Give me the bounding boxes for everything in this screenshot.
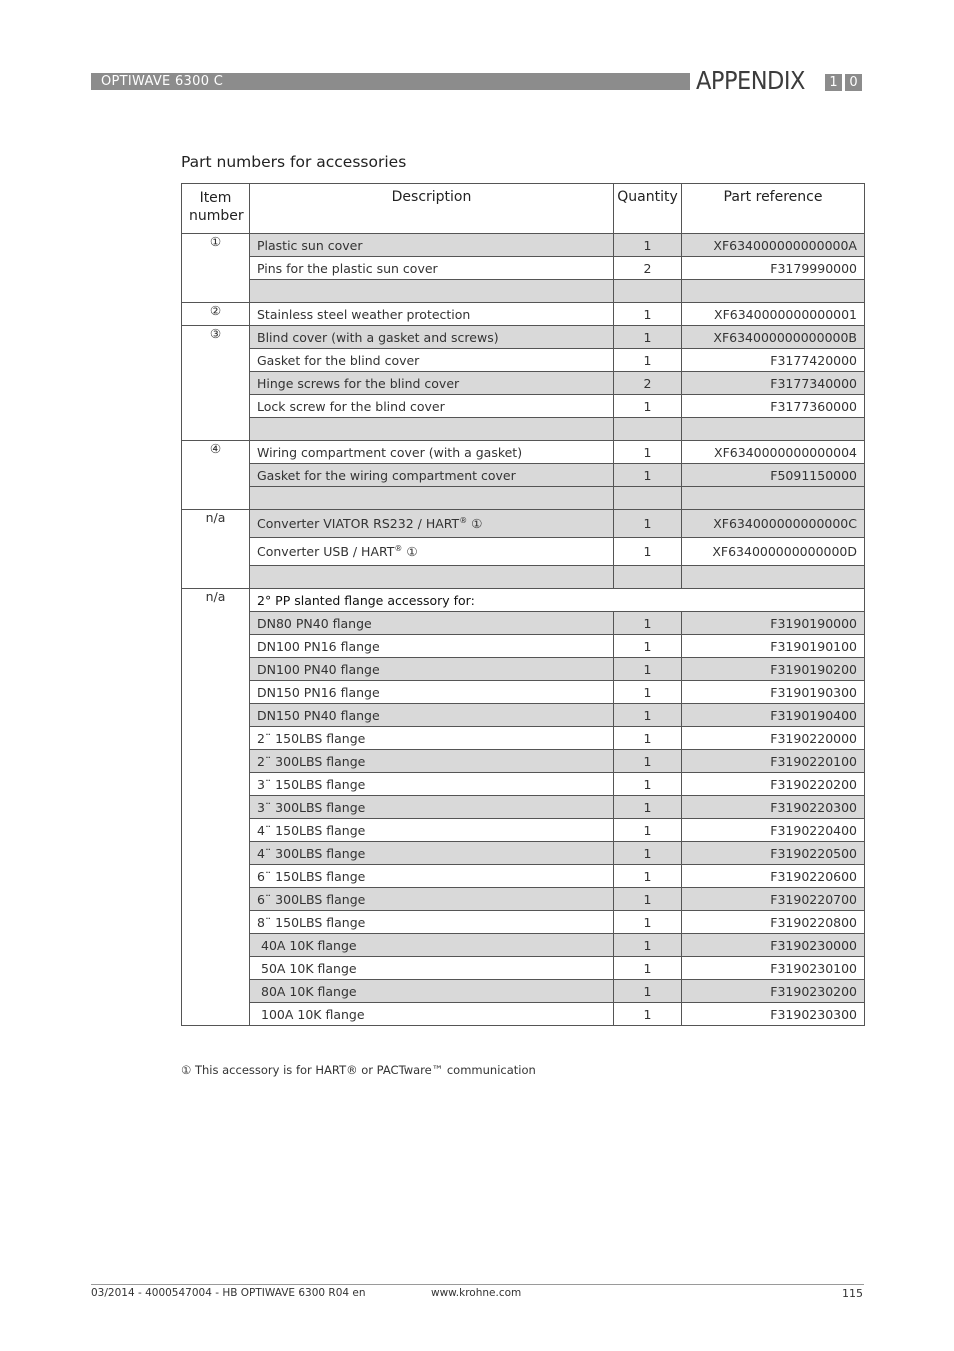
description-text: Wiring compartment cover (with a gasket): [257, 444, 523, 460]
accessories-table: [181, 183, 865, 1026]
quantity-cell: 1: [614, 934, 682, 957]
quantity-cell: 1: [614, 441, 682, 464]
quantity-cell: 1: [614, 865, 682, 888]
table-row: [182, 349, 865, 372]
table-row: [182, 957, 865, 980]
empty-cell: [682, 566, 865, 589]
part-reference-cell: F3190220100: [682, 750, 865, 773]
spacer-row: [182, 280, 865, 303]
description-text: Converter USB / HART: [257, 544, 395, 560]
item-number-cell: ②: [182, 303, 250, 326]
description-text: DN100 PN16 flange: [257, 638, 380, 654]
description-text: 50A 10K flange: [261, 960, 357, 976]
description-text: 6¨ 150LBS flange: [257, 868, 366, 884]
quantity-cell: 1: [614, 635, 682, 658]
empty-cell: [682, 418, 865, 441]
spacer-row: [182, 418, 865, 441]
part-reference-cell: F3190220500: [682, 842, 865, 865]
header-item-line2: number: [189, 208, 244, 224]
description-cell: [250, 796, 614, 819]
part-reference-cell: F3190220400: [682, 819, 865, 842]
table-row: [182, 888, 865, 911]
empty-cell: [250, 487, 614, 510]
description-cell: [250, 1003, 614, 1026]
table-row: [182, 819, 865, 842]
subheading-cell: 2° PP slanted flange accessory for:: [250, 589, 865, 612]
part-reference-cell: F3190220700: [682, 888, 865, 911]
item-number-cell: ④: [182, 441, 250, 510]
description-cell: [250, 727, 614, 750]
description-text: 2¨ 150LBS flange: [257, 730, 366, 746]
part-reference-cell: XF634000000000000C: [682, 510, 865, 538]
header-item-line1: Item: [199, 190, 232, 206]
description-text: Gasket for the blind cover: [257, 352, 420, 368]
empty-cell: [614, 280, 682, 303]
quantity-cell: 1: [614, 750, 682, 773]
quantity-cell: 1: [614, 349, 682, 372]
part-reference-cell: XF634000000000000D: [682, 538, 865, 566]
product-name: OPTIWAVE 6300 C: [101, 74, 224, 89]
table-row: [182, 538, 865, 566]
part-reference-cell: XF6340000000000004: [682, 441, 865, 464]
empty-cell: [682, 280, 865, 303]
table-row: [182, 234, 865, 257]
part-reference-cell: F3190190100: [682, 635, 865, 658]
description-text: Gasket for the wiring compartment cover: [257, 467, 516, 483]
table-row: [182, 395, 865, 418]
description-cell: [250, 441, 614, 464]
empty-cell: [614, 418, 682, 441]
part-reference-cell: F3190220000: [682, 727, 865, 750]
part-reference-cell: XF6340000000000001: [682, 303, 865, 326]
table-body: [182, 234, 865, 1026]
item-number-cell: n/a: [182, 589, 250, 1026]
quantity-cell: 1: [614, 957, 682, 980]
description-text: 6¨ 300LBS flange: [257, 891, 366, 907]
quantity-cell: 1: [614, 681, 682, 704]
part-reference-cell: F3190220200: [682, 773, 865, 796]
empty-cell: [250, 566, 614, 589]
quantity-cell: 2: [614, 372, 682, 395]
footnote: ① This accessory is for HART® or PACTware™ communication: [181, 1063, 536, 1077]
description-cell: [250, 326, 614, 349]
table-row: [182, 510, 865, 538]
table-row: [182, 865, 865, 888]
description-text: DN100 PN40 flange: [257, 661, 380, 677]
empty-cell: [682, 487, 865, 510]
item-number-cell: ③: [182, 326, 250, 441]
table-row: [182, 257, 865, 280]
part-reference-cell: F3190220300: [682, 796, 865, 819]
table-row: [182, 589, 865, 612]
quantity-cell: 1: [614, 842, 682, 865]
part-reference-cell: F3190230200: [682, 980, 865, 1003]
part-reference-cell: F3177340000: [682, 372, 865, 395]
description-cell: [250, 464, 614, 487]
description-text: Lock screw for the blind cover: [257, 398, 445, 414]
section-heading: APPENDIX: [696, 66, 805, 95]
item-number-cell: ①: [182, 234, 250, 303]
description-cell: [250, 234, 614, 257]
table-row: [182, 934, 865, 957]
part-reference-cell: F3177360000: [682, 395, 865, 418]
part-reference-cell: XF634000000000000A: [682, 234, 865, 257]
quantity-cell: 1: [614, 819, 682, 842]
description-cell: [250, 704, 614, 727]
description-text: 4¨ 300LBS flange: [257, 845, 366, 861]
part-reference-cell: F3190220800: [682, 911, 865, 934]
description-cell: [250, 957, 614, 980]
description-cell: [250, 773, 614, 796]
table-row: [182, 612, 865, 635]
description-cell: [250, 865, 614, 888]
description-cell: [250, 303, 614, 326]
description-text: Stainless steel weather protection: [257, 306, 471, 322]
description-text: Hinge screws for the blind cover: [257, 375, 460, 391]
quantity-cell: 1: [614, 704, 682, 727]
description-cell: [250, 612, 614, 635]
description-cell: [250, 911, 614, 934]
quantity-cell: 1: [614, 658, 682, 681]
quantity-cell: 1: [614, 980, 682, 1003]
quantity-cell: 1: [614, 395, 682, 418]
part-reference-cell: F3190230000: [682, 934, 865, 957]
table-row: [182, 303, 865, 326]
description-text: Pins for the plastic sun cover: [257, 260, 438, 276]
table-row: [182, 658, 865, 681]
table-row: [182, 773, 865, 796]
quantity-cell: 1: [614, 510, 682, 538]
description-text: DN150 PN40 flange: [257, 707, 380, 723]
description-text: DN150 PN16 flange: [257, 684, 380, 700]
spacer-row: [182, 566, 865, 589]
part-reference-cell: XF634000000000000B: [682, 326, 865, 349]
registered-mark: ®: [459, 515, 468, 525]
description-cell: [250, 934, 614, 957]
quantity-cell: 2: [614, 257, 682, 280]
description-cell: [250, 980, 614, 1003]
description-text: 80A 10K flange: [261, 983, 357, 999]
part-reference-cell: F3190190400: [682, 704, 865, 727]
page-number: 115: [842, 1287, 863, 1300]
empty-cell: [614, 487, 682, 510]
part-reference-cell: F3177420000: [682, 349, 865, 372]
header-quantity: Quantity: [614, 184, 682, 234]
description-cell: [250, 819, 614, 842]
table-row: [182, 980, 865, 1003]
quantity-cell: 1: [614, 888, 682, 911]
description-text: Blind cover (with a gasket and screws): [257, 329, 499, 345]
table-row: [182, 842, 865, 865]
quantity-cell: 1: [614, 612, 682, 635]
description-text: 3¨ 150LBS flange: [257, 776, 366, 792]
table-row: [182, 326, 865, 349]
description-cell: [250, 372, 614, 395]
part-reference-cell: F3190230300: [682, 1003, 865, 1026]
table-row: [182, 635, 865, 658]
quantity-cell: 1: [614, 538, 682, 566]
quantity-cell: 1: [614, 234, 682, 257]
table-row: [182, 1003, 865, 1026]
footer-divider: [91, 1284, 864, 1285]
table-row: [182, 681, 865, 704]
description-text: 100A 10K flange: [261, 1006, 365, 1022]
description-cell: [250, 349, 614, 372]
table-row: [182, 372, 865, 395]
description-text: 40A 10K flange: [261, 937, 357, 953]
table-row: [182, 704, 865, 727]
description-text: 8¨ 150LBS flange: [257, 914, 366, 930]
description-cell: [250, 842, 614, 865]
table-row: [182, 796, 865, 819]
description-cell: [250, 658, 614, 681]
table-row: [182, 911, 865, 934]
description-text: Converter VIATOR RS232 / HART: [257, 516, 460, 532]
quantity-cell: 1: [614, 326, 682, 349]
empty-cell: [250, 418, 614, 441]
table-row: [182, 441, 865, 464]
registered-mark: ®: [394, 543, 403, 553]
table-row: [182, 750, 865, 773]
header-part-reference: Part reference: [682, 184, 865, 234]
description-text: DN80 PN40 flange: [257, 615, 372, 631]
part-reference-cell: F3190220600: [682, 865, 865, 888]
part-reference-cell: F3190190000: [682, 612, 865, 635]
part-reference-cell: F3190230100: [682, 957, 865, 980]
footnote-ref-icon: ①: [471, 516, 483, 532]
part-reference-cell: F3179990000: [682, 257, 865, 280]
footer-document-id: 03/2014 - 4000547004 - HB OPTIWAVE 6300 R04 en: [91, 1287, 366, 1299]
table-row: [182, 464, 865, 487]
spacer-row: [182, 487, 865, 510]
quantity-cell: 1: [614, 796, 682, 819]
quantity-cell: 1: [614, 1003, 682, 1026]
part-reference-cell: F5091150000: [682, 464, 865, 487]
part-reference-cell: F3190190300: [682, 681, 865, 704]
section-title: Part numbers for accessories: [181, 153, 407, 171]
chapter-digit: 0: [845, 74, 862, 91]
empty-cell: [614, 566, 682, 589]
header-description: Description: [250, 184, 614, 234]
item-number-cell: n/a: [182, 510, 250, 589]
description-text: Plastic sun cover: [257, 237, 363, 253]
description-cell: [250, 510, 614, 538]
description-cell: [250, 538, 614, 566]
description-text: 3¨ 300LBS flange: [257, 799, 366, 815]
footnote-ref-icon: ①: [406, 544, 418, 560]
description-cell: [250, 395, 614, 418]
description-cell: [250, 635, 614, 658]
quantity-cell: 1: [614, 303, 682, 326]
description-text: 4¨ 150LBS flange: [257, 822, 366, 838]
chapter-digit: 1: [825, 74, 842, 91]
description-cell: [250, 888, 614, 911]
quantity-cell: 1: [614, 464, 682, 487]
quantity-cell: 1: [614, 911, 682, 934]
description-text: 2¨ 300LBS flange: [257, 753, 366, 769]
description-cell: [250, 257, 614, 280]
part-reference-cell: F3190190200: [682, 658, 865, 681]
header-item-number: [182, 184, 250, 234]
description-cell: [250, 681, 614, 704]
quantity-cell: 1: [614, 773, 682, 796]
quantity-cell: 1: [614, 727, 682, 750]
footer-website: www.krohne.com: [431, 1287, 522, 1299]
table-header-row: [182, 184, 865, 234]
table-row: [182, 727, 865, 750]
description-cell: [250, 750, 614, 773]
empty-cell: [250, 280, 614, 303]
